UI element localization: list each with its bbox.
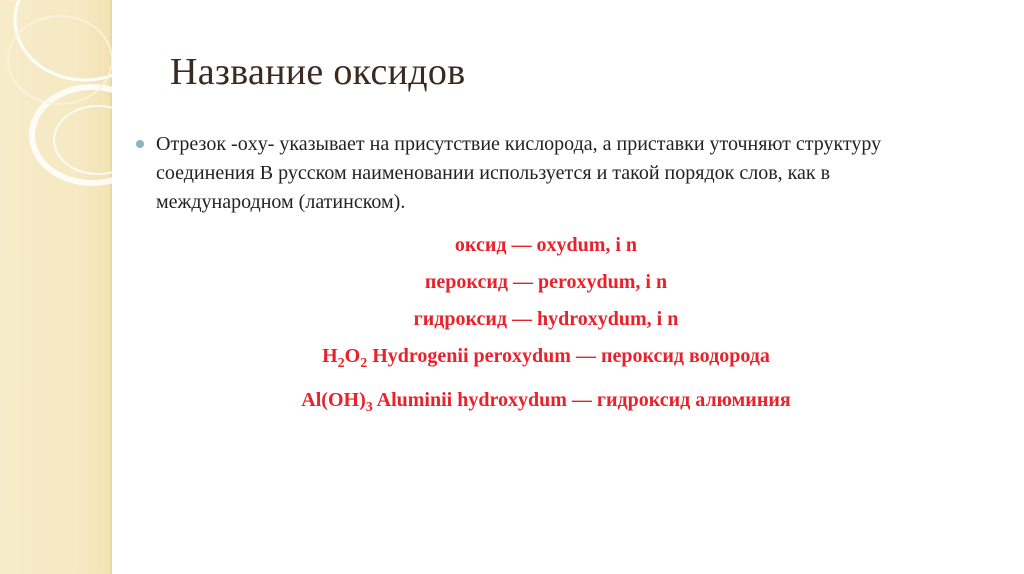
slide-title: Название оксидов xyxy=(170,51,466,93)
formula-o: O xyxy=(344,345,361,367)
slide-content xyxy=(136,130,956,426)
names-list xyxy=(136,227,956,426)
hydroxide-line: гидроксид — hydroxydum, i n xyxy=(413,308,679,330)
peroxide-line: пероксид — peroxydum, i n xyxy=(424,271,668,293)
bullet-item xyxy=(136,130,956,217)
formula-sub-3: 3 xyxy=(365,400,373,415)
formula-sub-h: 2 xyxy=(337,356,345,371)
formula-h: H xyxy=(322,345,338,367)
hydrogen-peroxide-text: Hydrogenii peroxydum — пероксид водорода xyxy=(367,345,770,367)
aluminium-hydroxide-text: Aluminii hydroxydum — гидроксид алюминия xyxy=(372,389,791,411)
round-bullet-icon xyxy=(136,140,144,148)
explanation-paragraph: Отрезок -оxy- указывает на присутствие кислорода, а приставки уточняют структуру соединения В русском наименовании используется и такой порядок слов, как в международном (латинском). xyxy=(156,133,882,213)
oxide-line: оксид — oxydum, i n xyxy=(454,234,638,256)
formula-aloh: Al(OH) xyxy=(301,389,366,411)
aluminium-hydroxide-line xyxy=(136,382,956,426)
decorative-rings-icon xyxy=(0,0,112,230)
formula-sub-o: 2 xyxy=(360,356,368,371)
hydrogen-peroxide-line xyxy=(136,338,956,382)
